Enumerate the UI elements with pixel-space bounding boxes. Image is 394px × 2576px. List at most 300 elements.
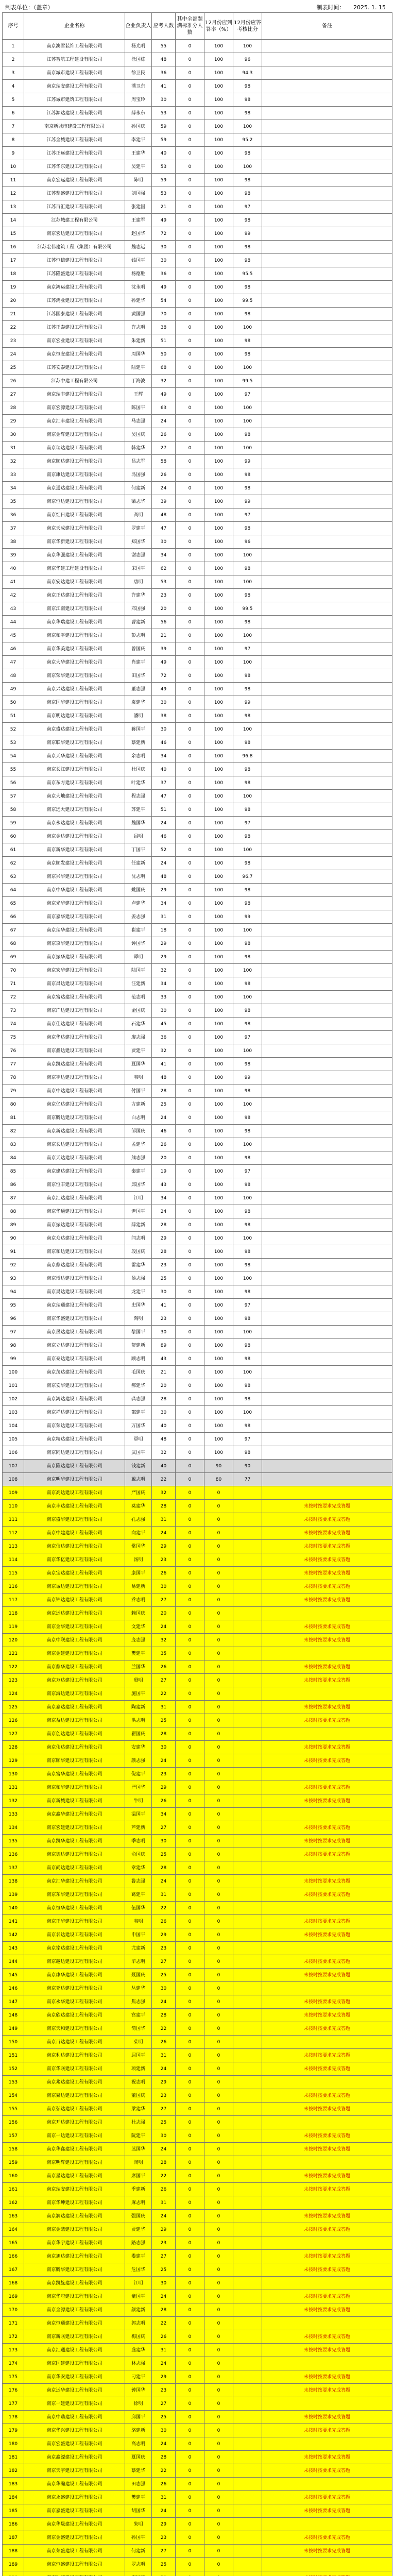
cell-rate: 0 [204, 2236, 233, 2250]
cell-no: 70 [3, 964, 24, 977]
cell-remark [262, 415, 392, 428]
cell-head: 夏国庆 [125, 2451, 152, 2464]
cell-rate: 0 [204, 1848, 233, 1861]
cell-score: 98 [233, 334, 262, 348]
cell-no: 84 [3, 1151, 24, 1165]
cell-count: 72 [152, 227, 176, 241]
cell-no: 21 [3, 308, 24, 321]
cell-remark [262, 977, 392, 991]
cell-full: 0 [176, 776, 204, 790]
cell-remark: 未按时按要求完成答题 [262, 1714, 392, 1727]
cell-company: 南京昌达建设工程有限公司 [24, 977, 125, 991]
cell-score: 99 [233, 455, 262, 468]
cell-full: 0 [176, 696, 204, 709]
cell-rate: 0 [204, 1808, 233, 1821]
cell-company: 南京澳雪装饰工程有限公司 [24, 40, 125, 53]
cell-remark [262, 1607, 392, 1620]
cell-full: 0 [176, 1178, 204, 1192]
cell-score: 98 [233, 254, 262, 267]
cell-head: 潘卫东 [125, 80, 152, 93]
cell-full: 0 [176, 803, 204, 817]
cell-remark: 未按时按要求完成答题 [262, 2089, 392, 2103]
cell-company: 南京鑫源建设工程有限公司 [24, 2451, 125, 2464]
table-row [3, 1326, 392, 1339]
cell-no: 31 [3, 442, 24, 455]
cell-count: 26 [152, 2183, 176, 2196]
table-row [3, 2236, 392, 2250]
cell-remark [262, 656, 392, 669]
cell-head: 骆建新 [125, 2424, 152, 2437]
cell-count: 31 [152, 1701, 176, 1714]
table-row [3, 401, 392, 415]
cell-full: 0 [176, 669, 204, 683]
cell-rate: 100 [204, 937, 233, 951]
cell-rate: 0 [204, 2076, 233, 2089]
cell-head: 沈永明 [125, 281, 152, 294]
cell-remark [262, 80, 392, 93]
cell-company: 南京长达建设工程有限公司 [24, 1138, 125, 1151]
cell-company: 南京大华建设工程有限公司 [24, 656, 125, 669]
cell-remark [262, 1446, 392, 1460]
cell-company: 南京立达建设工程有限公司 [24, 1339, 125, 1352]
cell-rate: 0 [204, 2196, 233, 2210]
cell-remark [262, 830, 392, 843]
table-row [3, 2478, 392, 2491]
cell-remark: 未按时按要求完成答题 [262, 1835, 392, 1848]
cell-company: 南京精达建设工程有限公司 [24, 1433, 125, 1446]
cell-full: 0 [176, 1781, 204, 1794]
cell-head: 陈明 [125, 174, 152, 187]
cell-remark [262, 334, 392, 348]
table-row [3, 1044, 392, 1058]
cell-score: 98 [233, 1339, 262, 1352]
cell-company: 南京宏业建设工程有限公司 [24, 334, 125, 348]
cell-no: 65 [3, 897, 24, 910]
cell-rate: 0 [204, 1875, 233, 1888]
cell-remark [262, 1151, 392, 1165]
cell-company: 南京丰达建设工程有限公司 [24, 1500, 125, 1513]
table-row [3, 1902, 392, 1915]
cell-remark [262, 575, 392, 589]
cell-rate: 100 [204, 763, 233, 776]
table-row [3, 200, 392, 214]
cell-remark [262, 884, 392, 897]
table-row [3, 53, 392, 66]
cell-score: 100 [233, 160, 262, 174]
cell-count: 29 [152, 1781, 176, 1794]
table-row [3, 1178, 392, 1192]
cell-remark [262, 200, 392, 214]
cell-score [233, 2103, 262, 2116]
cell-remark [262, 1486, 392, 1500]
cell-score: 98 [233, 1446, 262, 1460]
table-row [3, 709, 392, 723]
cell-score: 98 [233, 1205, 262, 1218]
cell-full: 0 [176, 2156, 204, 2170]
cell-remark [262, 1902, 392, 1915]
cell-score [233, 2545, 262, 2558]
cell-count: 22 [152, 2022, 176, 2036]
cell-company: 南京凯华建设工程有限公司 [24, 1835, 125, 1848]
cell-full: 0 [176, 2103, 204, 2116]
table-row [3, 1607, 392, 1620]
cell-full: 0 [176, 509, 204, 522]
cell-count: 53 [152, 575, 176, 589]
cell-full: 0 [176, 1138, 204, 1151]
cell-count: 23 [152, 589, 176, 602]
table-row [3, 2370, 392, 2384]
cell-head: 贾建华 [125, 2223, 152, 2236]
table-row [3, 1486, 392, 1500]
cell-company: 南京天和建设工程有限公司 [24, 2022, 125, 2036]
cell-head: 龙建平 [125, 1285, 152, 1299]
cell-full: 0 [176, 1942, 204, 1955]
cell-rate: 0 [204, 2009, 233, 2022]
table-row [3, 776, 392, 790]
cell-count: 41 [152, 1058, 176, 1071]
cell-count: 32 [152, 1486, 176, 1500]
cell-no: 83 [3, 1138, 24, 1151]
table-row [3, 1781, 392, 1794]
cell-score: 98 [233, 1218, 262, 1232]
cell-count: 25 [152, 2411, 176, 2424]
cell-full: 0 [176, 2250, 204, 2263]
cell-count: 28 [152, 1084, 176, 1098]
cell-count: 51 [152, 803, 176, 817]
table-row [3, 1058, 392, 1071]
cell-count: 21 [152, 1366, 176, 1379]
table-row [3, 2036, 392, 2049]
table-row [3, 1218, 392, 1232]
cell-score: 100 [233, 120, 262, 133]
cell-company: 南京金达建设工程有限公司 [24, 830, 125, 843]
cell-head: 康国平 [125, 1567, 152, 1580]
cell-count: 28 [152, 1218, 176, 1232]
table-row [3, 2411, 392, 2424]
table-row [3, 1111, 392, 1125]
cell-count: 22 [152, 2317, 176, 2330]
cell-count: 68 [152, 361, 176, 375]
cell-no: 116 [3, 1580, 24, 1594]
cell-head: 危国华 [125, 2263, 152, 2277]
cell-no: 119 [3, 1620, 24, 1634]
cell-score: 100 [233, 1138, 262, 1151]
cell-rate: 0 [204, 2022, 233, 2036]
cell-head: 夏国华 [125, 1058, 152, 1071]
cell-full: 0 [176, 2277, 204, 2290]
cell-company: 南京鸿达建设工程有限公司 [24, 1393, 125, 1406]
cell-rate: 100 [204, 522, 233, 535]
cell-score: 100 [233, 415, 262, 428]
cell-company: 南京泰达建设工程有限公司 [24, 1352, 125, 1366]
cell-full: 0 [176, 1928, 204, 1942]
cell-count: 25 [152, 2116, 176, 2129]
table-row [3, 2103, 392, 2116]
cell-rate: 0 [204, 2143, 233, 2156]
cell-head: 吕志军 [125, 455, 152, 468]
table-row [3, 723, 392, 736]
cell-count: 36 [152, 267, 176, 281]
cell-remark: 未按时按要求完成答题 [262, 2143, 392, 2156]
cell-count: 31 [152, 2491, 176, 2504]
cell-no: 134 [3, 1821, 24, 1835]
cell-no: 7 [3, 120, 24, 133]
cell-company: 南京腾达建设工程有限公司 [24, 1111, 125, 1125]
cell-score [233, 1540, 262, 1553]
cell-company: 南京开达建设工程有限公司 [24, 2116, 125, 2129]
cell-remark [262, 1018, 392, 1031]
cell-score: 98 [233, 174, 262, 187]
cell-rate: 100 [204, 750, 233, 763]
cell-remark: 未按时按要求完成答题 [262, 2049, 392, 2062]
cell-no: 26 [3, 375, 24, 388]
cell-full: 0 [176, 187, 204, 200]
cell-count: 29 [152, 1232, 176, 1245]
table-row [3, 1138, 392, 1151]
cell-full: 0 [176, 1339, 204, 1352]
cell-remark [262, 2236, 392, 2250]
col-header-head: 企业负责人 [125, 13, 152, 40]
cell-count: 63 [152, 401, 176, 415]
cell-rate: 0 [204, 1835, 233, 1848]
table-row [3, 1245, 392, 1259]
cell-remark [262, 803, 392, 817]
cell-company: 南京红日建设工程有限公司 [24, 509, 125, 522]
cell-company: 南京光华建设工程有限公司 [24, 897, 125, 910]
cell-score [233, 1620, 262, 1634]
cell-count: 31 [152, 2344, 176, 2357]
cell-full: 0 [176, 750, 204, 763]
table-row [3, 2317, 392, 2330]
cell-company: 南京诚达建设工程有限公司 [24, 1580, 125, 1594]
cell-full: 0 [176, 991, 204, 1004]
cell-score [233, 1794, 262, 1808]
cell-company: 南京荣华建设工程有限公司 [24, 669, 125, 683]
cell-remark [262, 455, 392, 468]
cell-remark: 未按时按要求完成答题 [262, 1794, 392, 1808]
cell-rate: 100 [204, 241, 233, 254]
cell-no: 50 [3, 696, 24, 709]
cell-full: 0 [176, 334, 204, 348]
table-row [3, 1433, 392, 1446]
cell-no: 162 [3, 2196, 24, 2210]
cell-score: 97 [233, 1031, 262, 1044]
cell-no: 3 [3, 66, 24, 80]
cell-remark [262, 1031, 392, 1044]
cell-rate: 0 [204, 1888, 233, 1902]
cell-remark [262, 160, 392, 174]
cell-company: 南京天成建设工程有限公司 [24, 522, 125, 535]
cell-head: 席国平 [125, 2170, 152, 2183]
cell-full: 0 [176, 2290, 204, 2303]
cell-count: 48 [152, 509, 176, 522]
cell-score [233, 1634, 262, 1647]
cell-full: 0 [176, 1634, 204, 1647]
cell-score: 98 [233, 428, 262, 442]
cell-rate: 100 [204, 254, 233, 267]
table-row [3, 1580, 392, 1594]
cell-rate: 0 [204, 2303, 233, 2317]
cell-head: 于海波 [125, 375, 152, 388]
cell-full: 0 [176, 120, 204, 133]
cell-full: 0 [176, 1366, 204, 1379]
cell-full: 0 [176, 2049, 204, 2062]
cell-score: 100 [233, 1326, 262, 1339]
cell-company: 南京振华建设工程有限公司 [24, 951, 125, 964]
cell-remark [262, 133, 392, 147]
cell-remark [262, 1285, 392, 1299]
cell-no: 78 [3, 1071, 24, 1084]
cell-head: 钟国华 [125, 937, 152, 951]
cell-no: 105 [3, 1433, 24, 1446]
cell-count: 21 [152, 200, 176, 214]
cell-count: 39 [152, 495, 176, 509]
cell-head: 覃明 [125, 1433, 152, 1446]
cell-count: 30 [152, 723, 176, 736]
cell-head: 童国平 [125, 2290, 152, 2303]
cell-full: 0 [176, 2022, 204, 2036]
cell-count: 45 [152, 1018, 176, 1031]
table-row [3, 80, 392, 93]
table-row [3, 495, 392, 509]
cell-company: 南京远达建设工程有限公司 [24, 1607, 125, 1620]
cell-count: 51 [152, 334, 176, 348]
table-row [3, 107, 392, 120]
cell-count: 26 [152, 428, 176, 442]
table-row [3, 1553, 392, 1567]
cell-no: 169 [3, 2290, 24, 2303]
cell-no: 63 [3, 870, 24, 884]
cell-count: 24 [152, 2504, 176, 2518]
table-row [3, 468, 392, 482]
cell-rate: 100 [204, 884, 233, 897]
cell-full: 0 [176, 1044, 204, 1058]
cell-no: 73 [3, 1004, 24, 1018]
cell-count: 26 [152, 1915, 176, 1928]
cell-count: 46 [152, 736, 176, 750]
cell-count: 41 [152, 1299, 176, 1312]
cell-head: 何建新 [125, 482, 152, 495]
cell-company: 南京宏源建设工程有限公司 [24, 401, 125, 415]
cell-score [233, 1513, 262, 1527]
cell-no: 108 [3, 1473, 24, 1486]
cell-score [233, 2303, 262, 2317]
cell-no: 175 [3, 2370, 24, 2384]
cell-no: 128 [3, 1741, 24, 1754]
cell-count: 56 [152, 616, 176, 629]
cell-score: 100 [233, 991, 262, 1004]
cell-rate: 100 [204, 736, 233, 750]
cell-score: 98 [233, 1379, 262, 1393]
cell-no: 160 [3, 2170, 24, 2183]
cell-rate: 0 [204, 2464, 233, 2478]
cell-count: 34 [152, 750, 176, 763]
cell-count: 29 [152, 1928, 176, 1942]
cell-score: 98 [233, 147, 262, 160]
cell-rate: 0 [204, 2156, 233, 2170]
cell-no: 164 [3, 2223, 24, 2236]
cell-score: 98 [233, 1419, 262, 1433]
cell-remark [262, 669, 392, 683]
cell-company: 江苏隆盛建设工程有限公司 [24, 267, 125, 281]
cell-no: 136 [3, 1848, 24, 1861]
cell-remark [262, 1366, 392, 1379]
cell-score: 98 [233, 709, 262, 723]
cell-count: 27 [152, 1594, 176, 1607]
cell-full: 0 [176, 1888, 204, 1902]
cell-no: 2 [3, 53, 24, 66]
cell-company: 南京联华建设工程有限公司 [24, 736, 125, 750]
cell-no: 186 [3, 2518, 24, 2531]
cell-no: 36 [3, 509, 24, 522]
cell-rate: 100 [204, 616, 233, 629]
cell-full: 0 [176, 2317, 204, 2330]
cell-company: 南京恒达建设工程有限公司 [24, 495, 125, 509]
cell-no: 103 [3, 1406, 24, 1419]
cell-full: 0 [176, 1111, 204, 1125]
cell-full: 0 [176, 227, 204, 241]
cell-rate: 100 [204, 442, 233, 455]
cell-company: 南京高达建设工程有限公司 [24, 1486, 125, 1500]
cell-score [233, 2558, 262, 2571]
cell-rate: 100 [204, 1044, 233, 1058]
table-row [3, 2397, 392, 2411]
cell-remark [262, 214, 392, 227]
cell-count: 29 [152, 937, 176, 951]
cell-full: 0 [176, 2518, 204, 2531]
cell-full: 0 [176, 1808, 204, 1821]
cell-score: 96.8 [233, 750, 262, 763]
table-row [3, 1272, 392, 1285]
cell-head: 尤建新 [125, 1942, 152, 1955]
table-row [3, 683, 392, 696]
table-row [3, 1460, 392, 1473]
cell-remark [262, 1393, 392, 1406]
cell-company: 南京永达建设工程有限公司 [24, 817, 125, 830]
table-row [3, 1540, 392, 1553]
cell-rate: 0 [204, 1620, 233, 1634]
cell-head: 屈国平 [125, 2049, 152, 2062]
cell-no: 171 [3, 2317, 24, 2330]
cell-rate: 100 [204, 803, 233, 817]
cell-head: 钱国平 [125, 254, 152, 267]
cell-company: 南京新联建设工程有限公司 [24, 2330, 125, 2344]
cell-remark [262, 750, 392, 763]
cell-head: 赵国华 [125, 227, 152, 241]
cell-score: 97 [233, 1433, 262, 1446]
cell-score: 95.5 [233, 267, 262, 281]
cell-company: 南京鼎达建设工程有限公司 [24, 1259, 125, 1272]
cell-score: 100 [233, 1232, 262, 1245]
cell-full: 0 [176, 482, 204, 495]
cell-count: 24 [152, 817, 176, 830]
cell-company: 南京京华建设工程有限公司 [24, 937, 125, 951]
cell-no: 32 [3, 455, 24, 468]
cell-score [233, 2437, 262, 2451]
cell-rate: 0 [204, 2129, 233, 2143]
cell-count: 24 [152, 2357, 176, 2370]
cell-no: 80 [3, 1098, 24, 1111]
cell-rate: 100 [204, 1205, 233, 1218]
cell-score [233, 2451, 262, 2464]
cell-full: 0 [176, 1272, 204, 1285]
table-row [3, 951, 392, 964]
cell-head: 叶建华 [125, 776, 152, 790]
cell-count: 70 [152, 308, 176, 321]
cell-company: 南京瑞通建设工程有限公司 [24, 1299, 125, 1312]
cell-count: 38 [152, 709, 176, 723]
cell-count: 27 [152, 2397, 176, 2411]
